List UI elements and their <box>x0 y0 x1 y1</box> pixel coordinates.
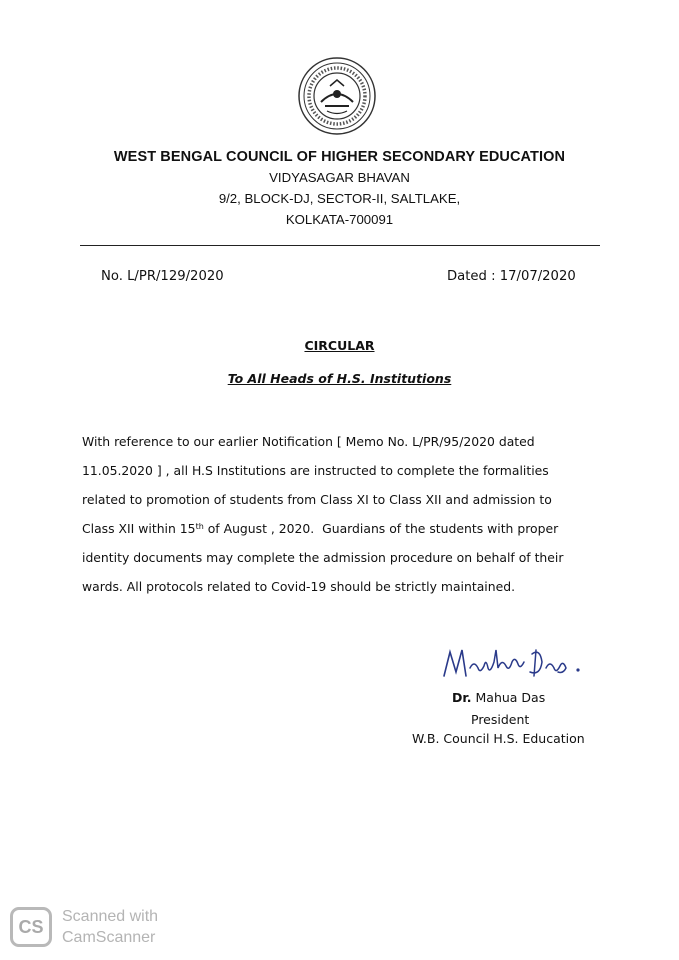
body-line <box>82 456 570 485</box>
watermark-line-1: Scanned with <box>62 908 159 925</box>
handwritten-signature <box>436 642 596 686</box>
header-divider <box>80 245 600 246</box>
watermark-line-2: CamScanner <box>62 929 156 946</box>
signatory-organization: W.B. Council H.S. Education <box>412 731 585 746</box>
signatory-name: Dr. Mahua Das <box>452 690 546 705</box>
body-line-4-start: Class XII within 15 <box>82 521 196 536</box>
body-line-6: wards. All protocols related to Covid-19 should be strictly maintained. <box>82 579 516 594</box>
ordinal-suffix: th <box>195 522 204 531</box>
council-seal-icon <box>297 56 377 136</box>
body-line <box>82 543 570 572</box>
body-line-3: related to promotion of students from Class XI to Class XII and admission to <box>82 492 552 507</box>
circular-addressee: To All Heads of H.S. Institutions <box>227 371 452 386</box>
memo-number: No. L/PR/129/2020 <box>101 269 224 284</box>
body-line-1: With reference to our earlier Notification [ Memo No. L/PR/95/2020 dated <box>82 434 535 449</box>
circular-body <box>82 427 570 601</box>
organization-name: WEST BENGAL COUNCIL OF HIGHER SECONDARY EDUCATION <box>113 149 566 165</box>
body-line-5: identity documents may complete the admission procedure on behalf of their <box>82 550 564 565</box>
body-line <box>82 427 570 456</box>
signatory-title: President <box>471 712 530 727</box>
body-line-4-end: of August , 2020. Guardians of the students with proper <box>203 521 559 536</box>
address-line-3: KOLKATA-700091 <box>285 212 394 227</box>
body-line <box>82 485 570 514</box>
memo-date: Dated : 17/07/2020 <box>447 269 576 284</box>
body-line <box>82 514 570 543</box>
camscanner-logo-icon: CS <box>10 907 52 947</box>
body-line-2: 11.05.2020 ] , all H.S Institutions are instructed to complete the formalities <box>82 463 549 478</box>
address-line-1: VIDYASAGAR BHAVAN <box>269 170 410 185</box>
circular-heading: CIRCULAR <box>304 338 375 353</box>
body-line <box>82 572 570 601</box>
address-line-2: 9/2, BLOCK-DJ, SECTOR-II, SALTLAKE, <box>218 191 461 206</box>
